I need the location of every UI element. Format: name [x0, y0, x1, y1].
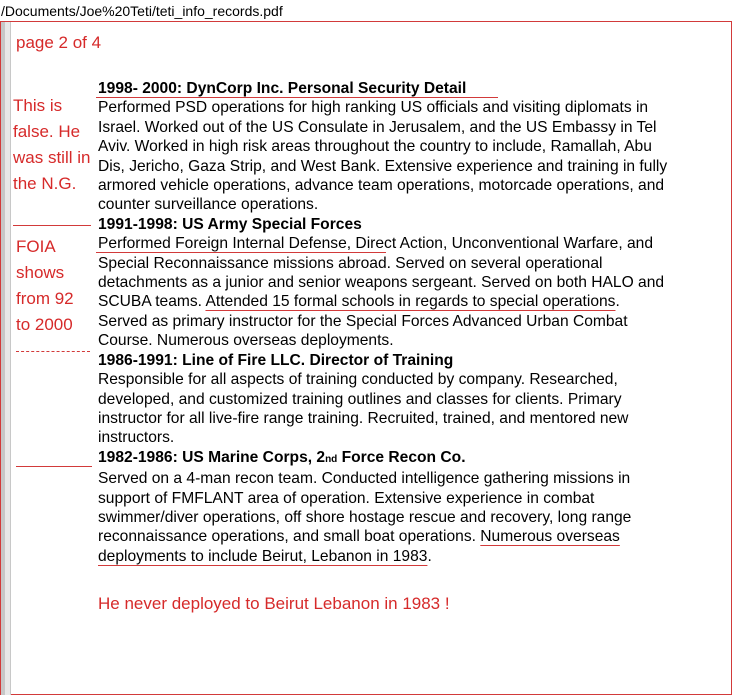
underlined-claim-formal-schools: Attended 15 formal schools in regards to special operations — [205, 293, 616, 311]
false-claim-annotation: This is false. He was still in the N.G. — [13, 96, 91, 193]
entry-title: 1986-1991: Line of Fire LLC. Director of Training — [98, 351, 454, 369]
entry-title-text: Force Recon Co. — [337, 448, 466, 466]
entry-body-text: . Served as primary instructor for the Special Forces Advanced Urban Combat Course. Numerous overseas deployments. — [98, 293, 628, 350]
underlined-claim-beirut: Numerous overseas deployments to include Beirut, Lebanon in 1983 — [98, 528, 620, 565]
entry-army-special-forces — [98, 215, 668, 351]
entry-marine-corps — [98, 448, 668, 566]
beirut-annotation: He never deployed to Beirut Lebanon in 1983 ! — [98, 594, 450, 613]
entry-body-text: Performed Foreign Internal Defense, Direct Action, Unconventional Warfare, and Special Reconnaissance missions abroad. Served on several operational detachments as a junior and senior weapons sergeant. Served on both HALO and SCUBA teams. — [98, 235, 665, 311]
annotation-dashed-divider — [16, 351, 90, 352]
file-path-text: /Documents/Joe%20Teti/teti_info_records.pdf — [1, 3, 283, 19]
entry-body: Responsible for all aspects of training conducted by company. Researched, developed, and customized training outlines and classes for clients. Primary instructor for all live-fire range training. Recruited, trained, and mentored new instructors. — [98, 371, 629, 447]
entry-body-text: . — [427, 547, 432, 565]
resume-page-content — [98, 79, 668, 566]
entry-title-text: 1982-1986: US Marine Corps, 2 — [98, 448, 326, 466]
file-path-bar[interactable] — [0, 0, 732, 22]
entry-body — [98, 234, 668, 350]
entry-title — [98, 448, 668, 469]
entry-title: 1998- 2000: DynCorp Inc. Personal Security Detail — [98, 80, 467, 97]
entry-title: 1991-1998: US Army Special Forces — [98, 215, 362, 233]
entry-body — [98, 469, 668, 566]
annotation-divider-line-2 — [16, 466, 92, 467]
entry-title-ordinal: nd — [325, 453, 338, 465]
entry-body: Performed PSD operations for high ranking US officials and visiting diplomats in Israel. Worked out of the US Consulate in Jerusalem, and the US Embassy in Tel Aviv. Worked in high risk areas throughout the country to include, Ramallah, Abu Dis, Jericho, Gaza Strip, and West Bank. Extensive experience and training in fully armored vehicle operations, advance team operations, motorcade operations, and counter surveillance operations. — [98, 99, 668, 214]
entry-dyncorp — [98, 79, 668, 215]
page-number-annotation: page 2 of 4 — [16, 33, 102, 52]
page-left-margin-rule — [1, 22, 11, 695]
entry-line-of-fire — [98, 351, 668, 448]
foia-annotation: FOIA shows from 92 to 2000 — [16, 237, 74, 334]
entry-body-text: Served on a 4-man recon team. Conducted intelligence gathering missions in support of FMFLANT area of operation. Extensive experience in combat swimmer/diver operations, off shore hostage rescue and recovery, long range reconnaissance operations, and small boat operations. — [98, 470, 632, 546]
annotation-divider-line-1 — [13, 225, 91, 226]
